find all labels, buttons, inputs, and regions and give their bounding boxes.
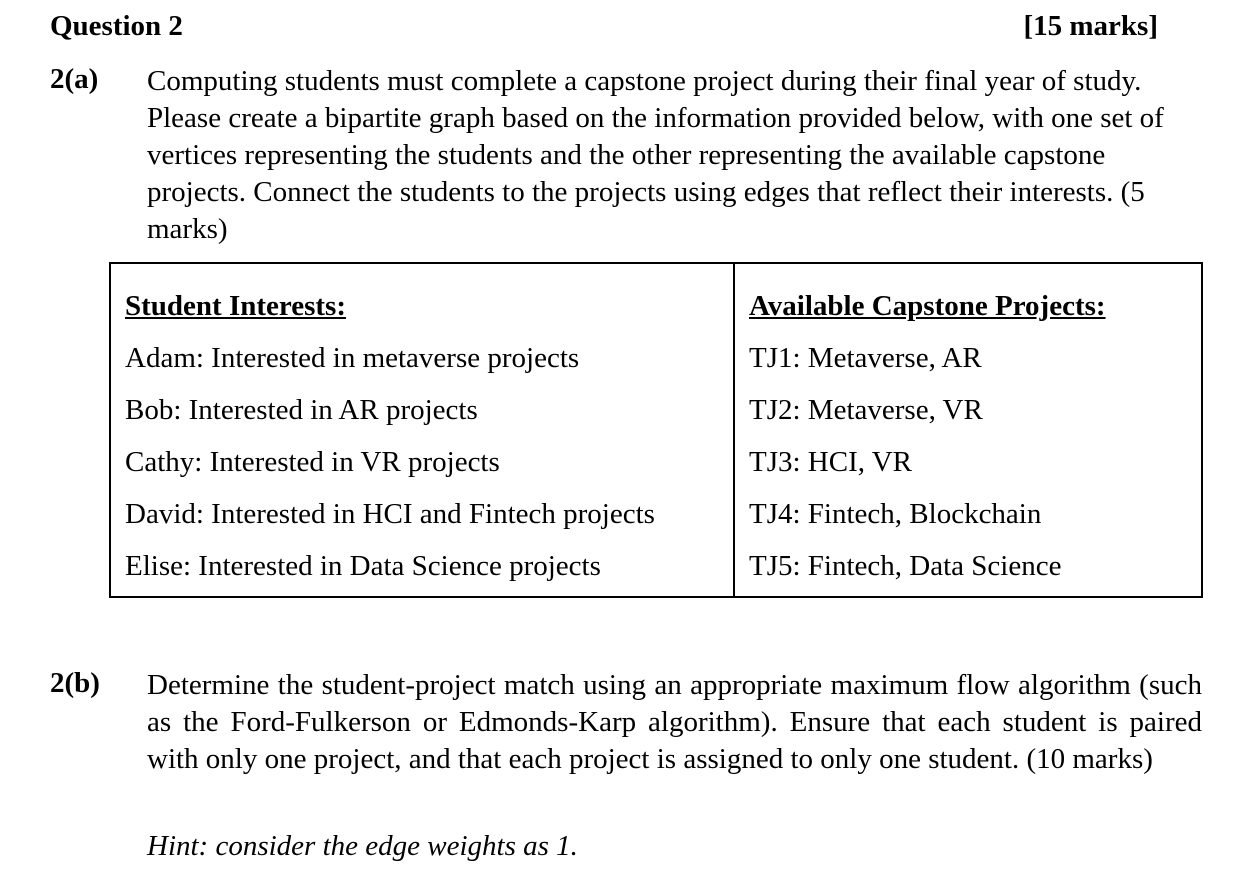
part-b-text: Determine the student-project match using an appropriate maximum flow algorithm (such as the Ford-Fulkerson or Edmonds-Karp algorithm). Ensure that each student is paired with only one project, and that each project is assigned to only one student. (10 marks) [147,669,1202,775]
project-row: TJ2: Metaverse, VR [749,394,983,426]
student-row: Bob: Interested in AR projects [125,394,478,426]
part-b-label: 2(b) [50,667,100,699]
capstone-projects-column [735,264,1201,596]
student-interests-heading: Student Interests: [125,290,346,322]
student-row: Elise: Interested in Data Science projects [125,550,601,582]
interests-projects-table [109,262,1203,598]
project-row: TJ1: Metaverse, AR [749,342,982,374]
student-interests-column [111,264,735,596]
project-row: TJ3: HCI, VR [749,446,913,478]
student-row: Adam: Interested in metaverse projects [125,342,580,374]
student-row: David: Interested in HCI and Fintech projects [125,498,655,530]
project-row: TJ4: Fintech, Blockchain [749,498,1042,530]
question-marks: [15 marks] [1023,10,1158,42]
part-a-label: 2(a) [50,63,99,95]
part-a-text: Computing students must complete a capstone project during their final year of study. Please create a bipartite graph based on the information provided below, with one set of vertices representing the students and the other representing the available capstone projects. Connect the students to the projects using edges that reflect their interests. (5 marks) [147,65,1164,245]
project-row: TJ5: Fintech, Data Science [749,550,1062,582]
capstone-projects-heading: Available Capstone Projects: [749,290,1106,322]
question-title: Question 2 [50,10,183,42]
student-row: Cathy: Interested in VR projects [125,446,500,478]
part-b-hint: Hint: consider the edge weights as 1. [147,830,578,862]
